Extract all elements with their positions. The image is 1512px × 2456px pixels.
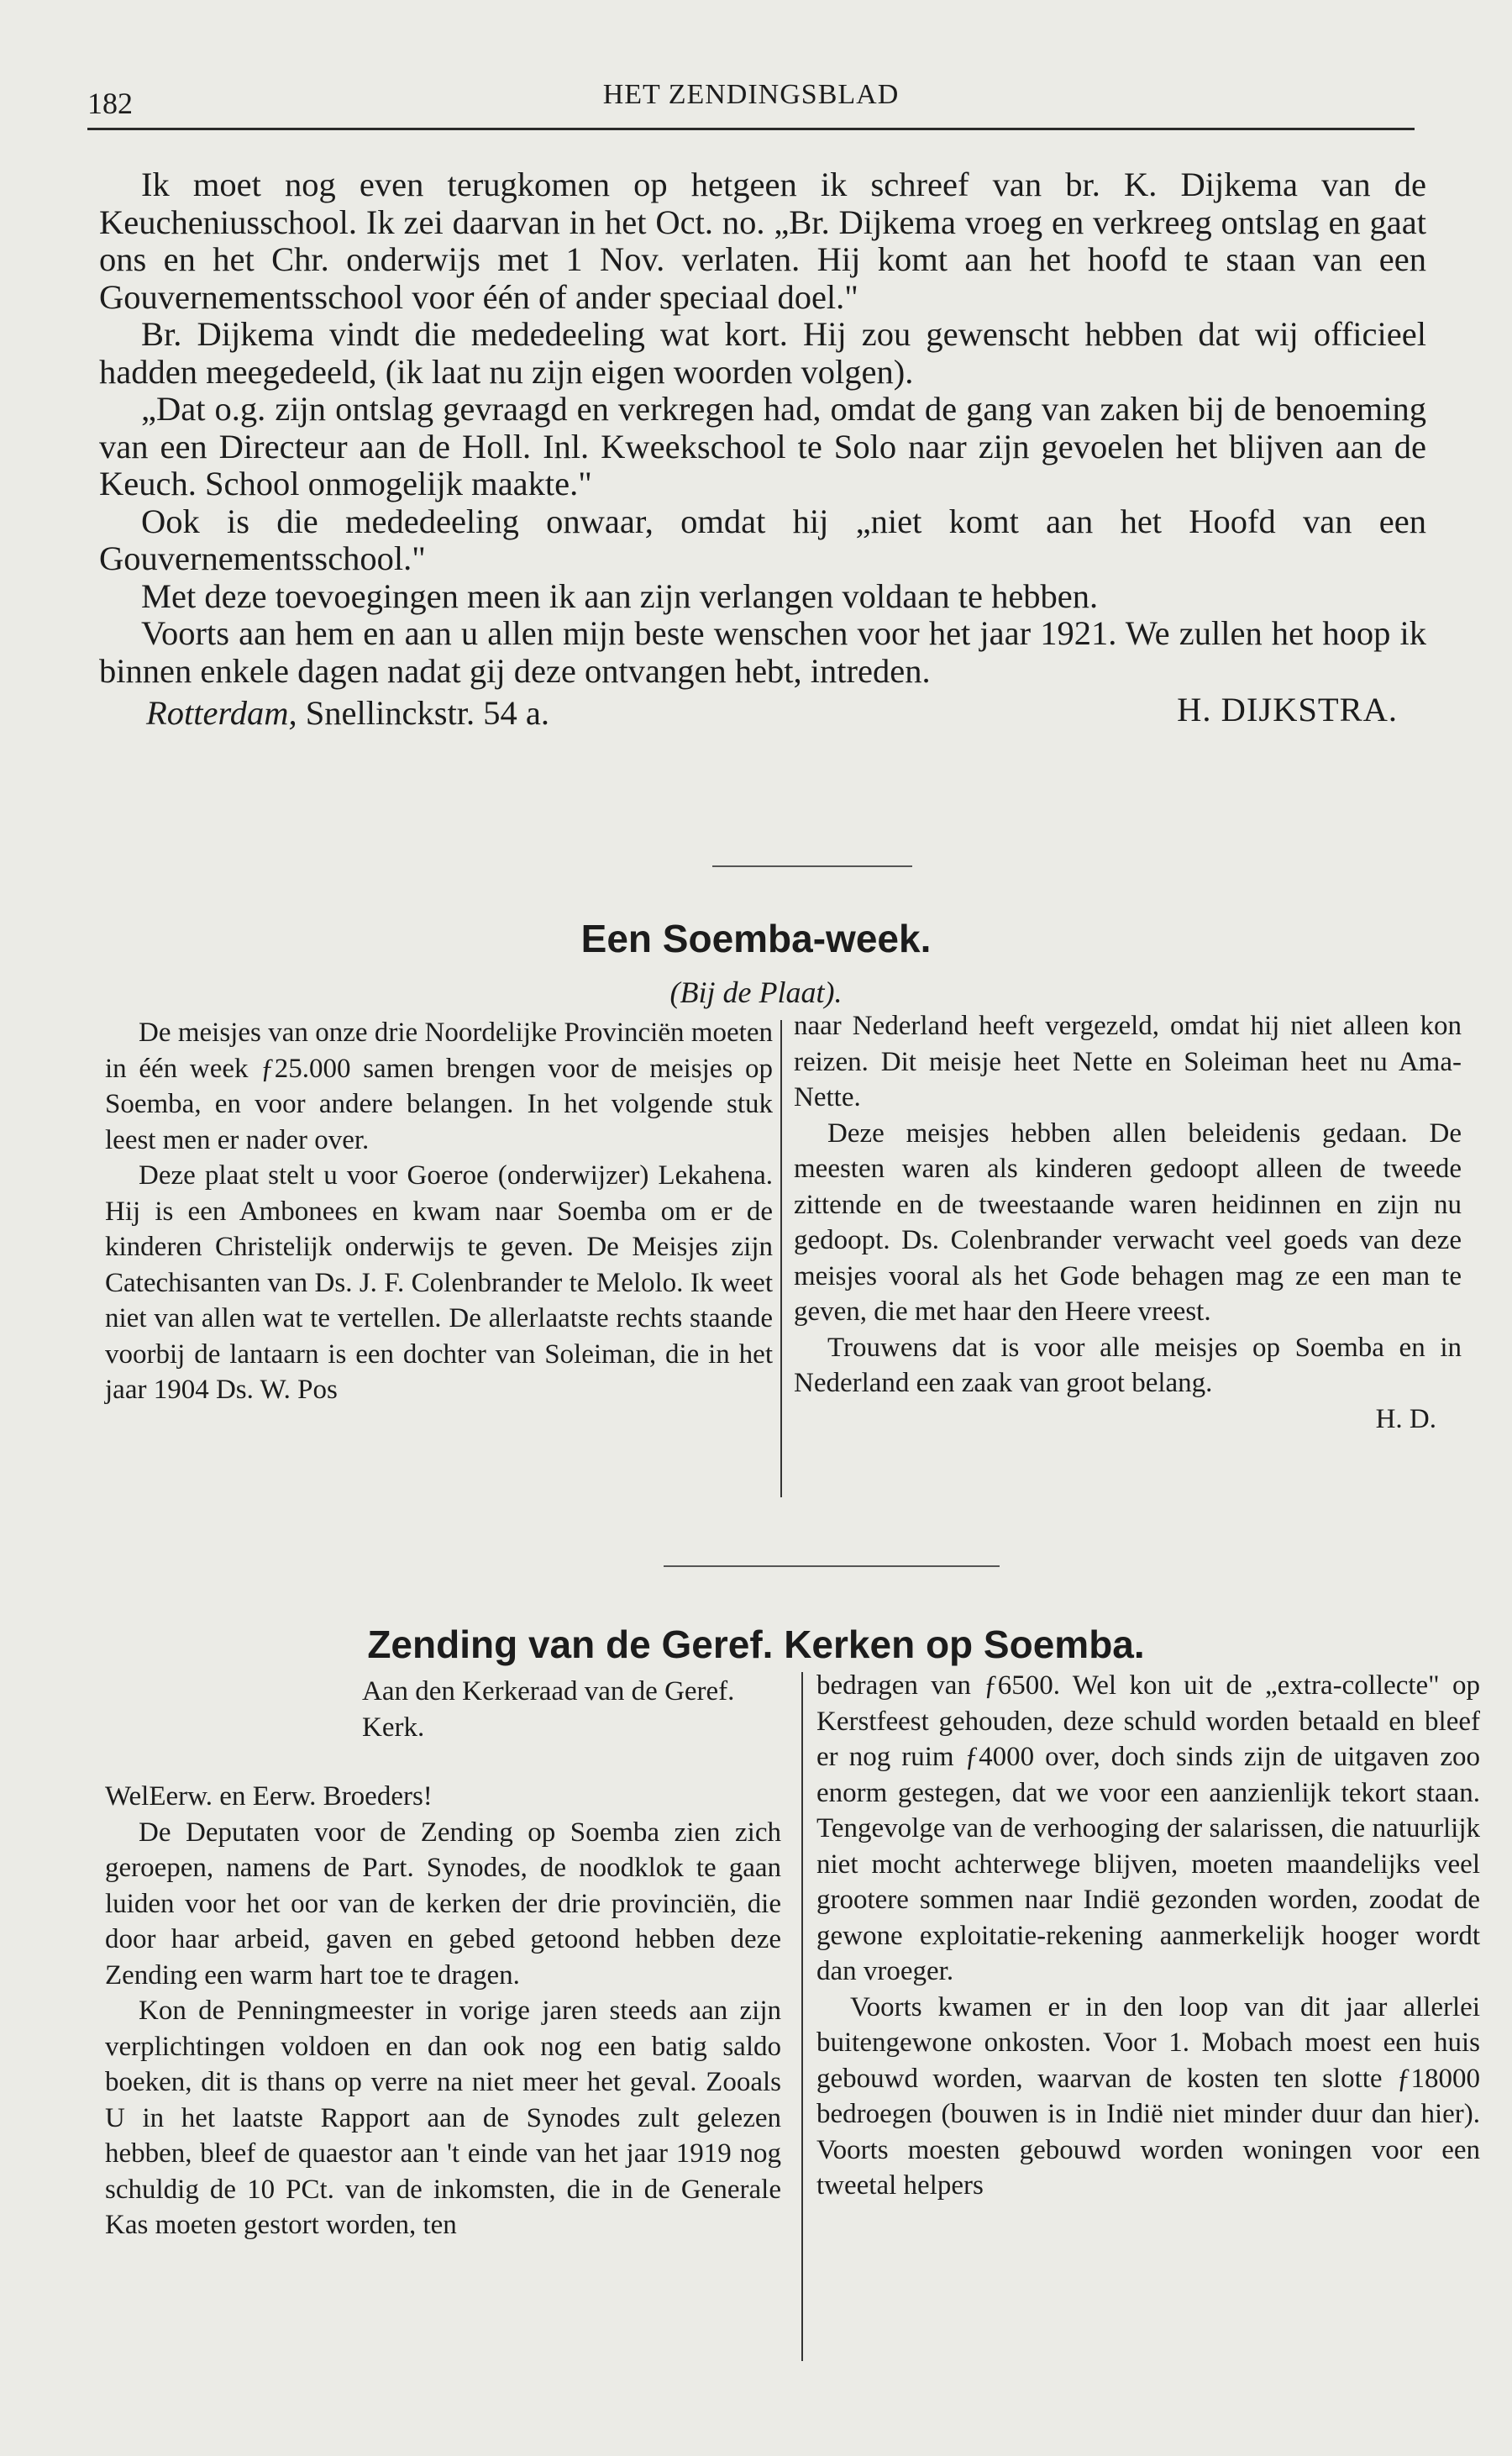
article2-title: Zending van de Geref. Kerken op Soemba. (367, 1622, 1145, 1666)
article2-address: Aan den Kerkeraad van de Geref. Kerk. (362, 1676, 735, 1743)
article1-paragraph: Deze meisjes hebben allen beleidenis gedaan. De meesten waren als kinderen gedoopt alleen de tweede zittende en de tweestaande waren heidinnen en zijn nu gedoopt. Ds. Colenbrander verwacht veel goeds van deze meisjes vooral als het Gode behagen mag ze een man te geven, die met haar den Heere vreest. (794, 1118, 1462, 1327)
article1-subtitle: (Bij de Plaat). (669, 976, 843, 1009)
section-divider (664, 1565, 1000, 1567)
section-divider (712, 865, 912, 867)
letter-place-city: Rotterdam, (146, 694, 297, 732)
letter-street: Snellinckstr. 54 a. (305, 694, 549, 732)
article2-paragraph: bedragen van ƒ6500. Wel kon uit de „extra-collecte" op Kerstfeest gehouden, deze schuld worden betaald en bleef er nog ruim ƒ4000 over, doch sinds zijn de uitgaven zoo enorm gestegen, dat we voor een aanzienlijk tekort staan. Tengevolge van de verhooging der salarissen, die natuurlijk niet mocht achterwege blijven, moeten maandelijks veel grootere sommen naar Indië gezonden worden, zoodat de gewone exploitatie-rekening aanmerkelijk hooger wordt dan vroeger. (816, 1670, 1480, 1986)
letter-paragraph: Met deze toevoegingen meen ik aan zijn verlangen voldaan te hebben. (141, 576, 1099, 615)
article2-paragraph: Voorts kwamen er in den loop van dit jaar allerlei buitengewone onkosten. Voor 1. Mobach moest een huis gebouwd worden, waarvan de kosten ten slotte ƒ18000 bedroegen (bouwen is in Indië niet minder duur dan hier). Voorts moesten gebouwd worden woningen voor een tweetal helpers (816, 1991, 1480, 2201)
letter-signature: H. DIJKSTRA. (1177, 691, 1398, 728)
column-divider (801, 1672, 803, 2361)
journal-title: HET ZENDINGSBLAD (602, 79, 900, 110)
article2-paragraph: De Deputaten voor de Zending op Soemba zien zich geroepen, namens de Part. Synodes, de noodklok te gaan luiden voor het oor van de kerken der drie provinciën, die door haar arbeid, gaven en gebed getoond hebben deze Zending een warm hart toe te dragen. (105, 1817, 781, 1991)
article2-paragraph: Kon de Penningmeester in vorige jaren steeds aan zijn verplichtingen voldoen en dan ook nog een batig saldo boeken, dit is thans op verre na niet meer het geval. Zooals U in het laatste Rapport aan de Synodes zult gelezen hebben, bleef de quaestor aan 't einde van het jaar 1919 nog schuldig de 10 PCt. van de inkomsten, die in de Generale Kas moeten gestort worden, ten (105, 1996, 781, 2240)
letter-paragraph: Ook is die mededeeling onwaar, omdat hij „niet komt aan het Hoofd van een Gouvernementsschool." (99, 502, 1426, 577)
article1-paragraph: Deze plaat stelt u voor Goeroe (onderwijzer) Lekahena. Hij is een Ambonees en kwam naar Soemba om er de kinderen Christelijk onderwijs te geven. De Meisjes zijn Catechisanten van Ds. J. F. Colenbrander te Melolo. Ik weet niet van allen wat te vertellen. De allerlaatste rechts staande voorbij de lantaarn is een dochter van Soleiman, die in het jaar 1904 Ds. W. Pos (105, 1160, 773, 1405)
letter-place (146, 695, 549, 733)
article1-paragraph: De meisjes van onze drie Noordelijke Provinciën moeten in één week ƒ25.000 samen brengen voor de meisjes op Soemba, en voor andere belangen. In het volgende stuk leest men er nader over. (105, 1018, 773, 1155)
page-header (87, 77, 1415, 128)
article1-title: Een Soemba-week. (580, 917, 932, 960)
letter-paragraph: Voorts aan hem en aan u allen mijn beste wenschen voor het jaar 1921. We zullen het hoop ik binnen enkele dagen nadat gij deze ontvangen hebt, intreden. (99, 614, 1426, 690)
letter-paragraph: Ik moet nog even terugkomen op hetgeen ik schreef van br. K. Dijkema van de Keucheniusschool. Ik zei daarvan in het Oct. no. „Br. Dijkema vroeg en verkreeg ontslag en gaat ons en het Chr. onderwijs met 1 Nov. verlaten. Hij komt aan het hoofd te staan van een Gouvernementsschool voor één of ander speciaal doel." (99, 166, 1426, 316)
article1-initials: H. D. (1375, 1403, 1436, 1434)
column-divider (780, 1020, 782, 1497)
article1-right-column (794, 1008, 1462, 1437)
page-number: 182 (87, 87, 133, 120)
article1-paragraph: Trouwens dat is voor alle meisjes op Soemba en in Nederland een zaak van groot belang. (794, 1332, 1462, 1398)
letter-paragraph: Br. Dijkema vindt die mededeeling wat kort. Hij zou gewenscht hebben dat wij officieel hadden meegedeeld, (ik laat nu zijn eigen woorden volgen). (99, 315, 1426, 391)
letter-block (99, 166, 1426, 739)
letter-paragraph: „Dat o.g. zijn ontslag gevraagd en verkregen had, omdat de gang van zaken bij de benoeming van een Directeur aan de Holl. Inl. Kweekschool te Solo naar zijn gevoelen het blijven aan de Keuch. School onmogelijk maakte." (99, 390, 1426, 502)
header-rule (87, 128, 1415, 130)
letter-signature-row (99, 692, 1426, 739)
article2-salutation: WelEerw. en Eerw. Broeders! (105, 1781, 433, 1812)
article1-paragraph: naar Nederland heeft vergezeld, omdat hij niet alleen kon reizen. Dit meisje heet Nette en Soleiman heet nu Ama-Nette. (794, 1011, 1462, 1112)
article2-left-column (105, 1674, 781, 2243)
article1-left-column (105, 1015, 773, 1408)
article2-right-column (816, 1668, 1480, 2204)
